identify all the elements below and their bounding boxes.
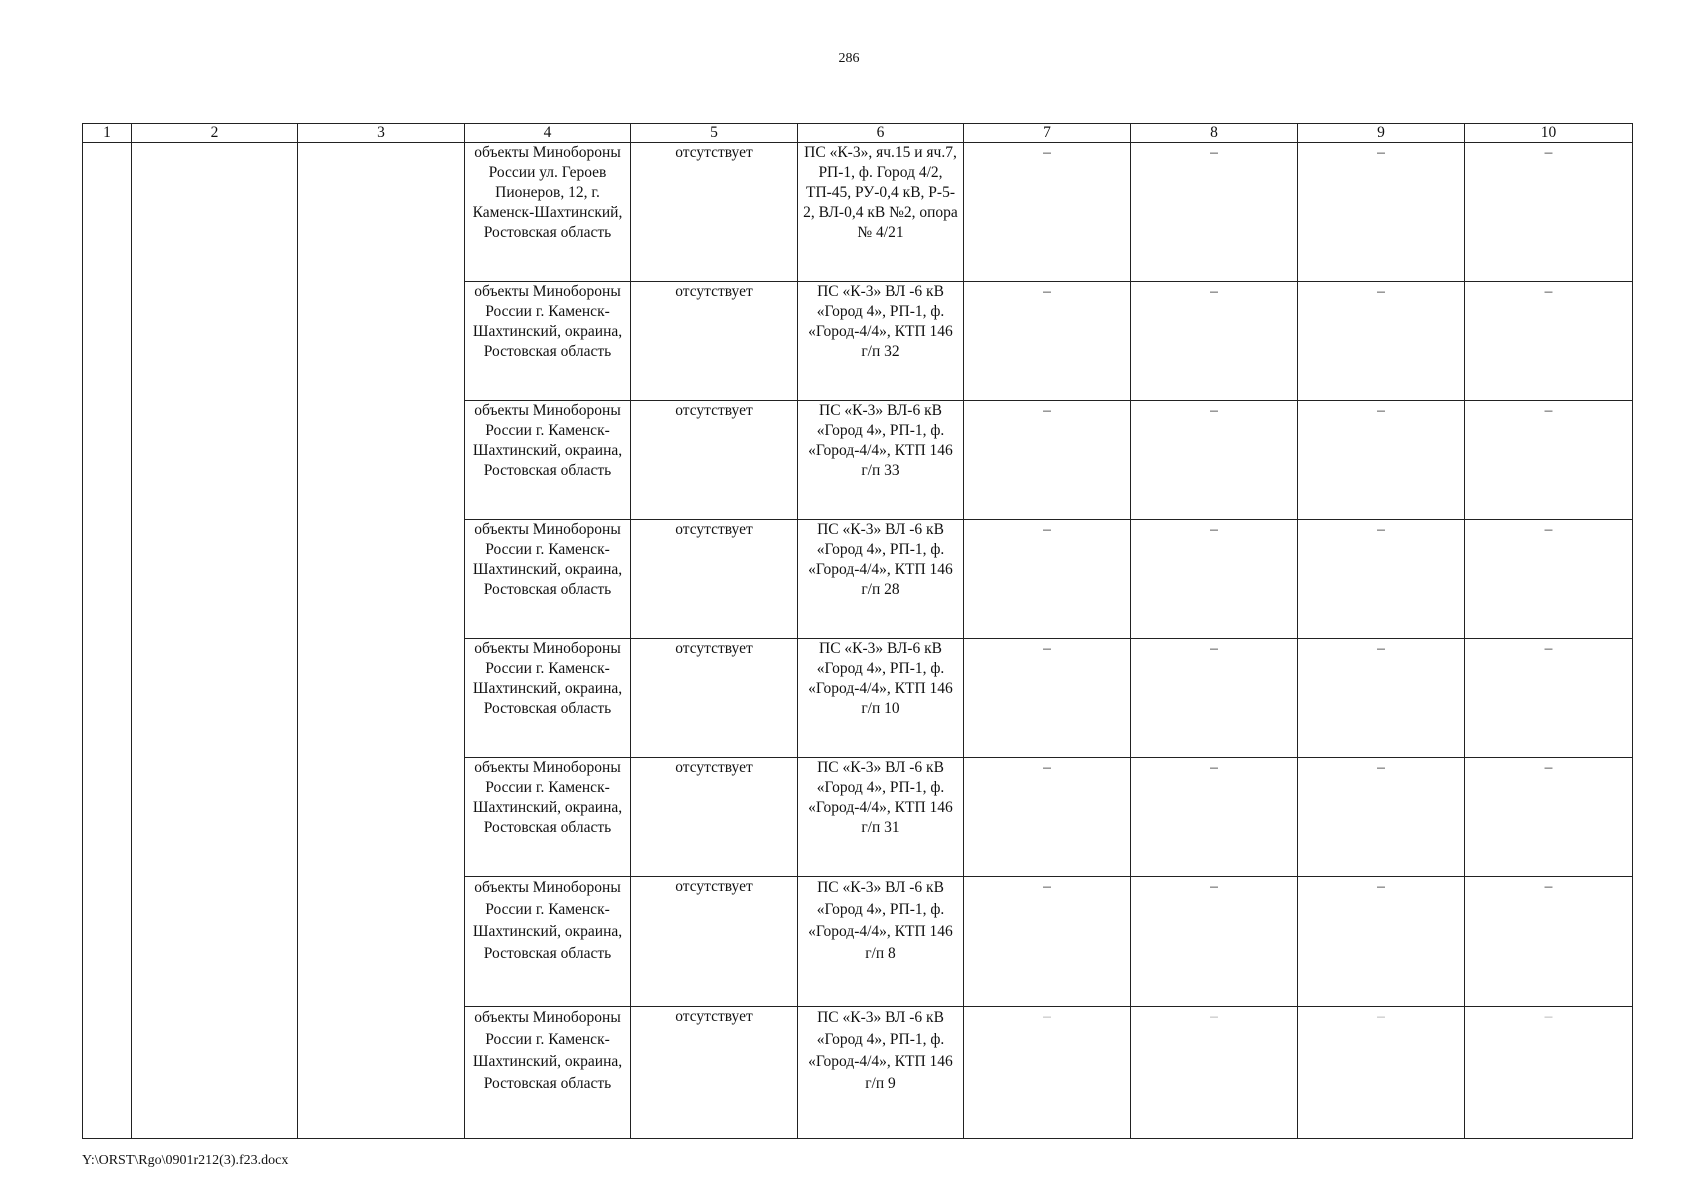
status-cell: отсутствует <box>631 639 798 758</box>
col-header-5: 5 <box>631 124 798 143</box>
page-number: 286 <box>838 51 860 66</box>
col-8-cell: – <box>1131 639 1298 758</box>
col-10-cell: – <box>1465 1007 1633 1139</box>
col-10-cell: – <box>1465 758 1633 877</box>
merged-cell-col-2 <box>132 143 298 1139</box>
object-cell: объекты Минобороны России г. Каменск-Шахтинский, окраина, Ростовская область <box>465 758 631 877</box>
col-8-cell: – <box>1131 401 1298 520</box>
status-cell: отсутствует <box>631 758 798 877</box>
object-cell: объекты Минобороны России г. Каменск-Шахтинский, окраина, Ростовская область <box>465 1007 631 1139</box>
col-header-3: 3 <box>298 124 465 143</box>
col-header-4: 4 <box>465 124 631 143</box>
col-9-cell: – <box>1298 520 1465 639</box>
col-8-cell: – <box>1131 877 1298 1007</box>
connection-cell: ПС «К-3» ВЛ -6 кВ «Город 4», РП-1, ф. «Город-4/4», КТП 146 г/п 31 <box>798 758 964 877</box>
object-cell: объекты Минобороны России г. Каменск-Шахтинский, окраина, Ростовская область <box>465 877 631 1007</box>
col-10-cell: – <box>1465 143 1633 282</box>
connection-cell: ПС «К-3» ВЛ-6 кВ «Город 4», РП-1, ф. «Город-4/4», КТП 146 г/п 33 <box>798 401 964 520</box>
col-10-cell: – <box>1465 877 1633 1007</box>
col-7-cell: – <box>964 758 1131 877</box>
col-9-cell: – <box>1298 143 1465 282</box>
col-9-cell: – <box>1298 401 1465 520</box>
object-cell: объекты Минобороны России г. Каменск-Шахтинский, окраина, Ростовская область <box>465 520 631 639</box>
col-9-cell: – <box>1298 1007 1465 1139</box>
object-cell: объекты Минобороны России г. Каменск-Шахтинский, окраина, Ростовская область <box>465 282 631 401</box>
connection-cell: ПС «К-3» ВЛ -6 кВ «Город 4», РП-1, ф. «Город-4/4», КТП 146 г/п 28 <box>798 520 964 639</box>
connection-cell: ПС «К-3» ВЛ -6 кВ «Город 4», РП-1, ф. «Город-4/4», КТП 146 г/п 8 <box>798 877 964 1007</box>
col-9-cell: – <box>1298 877 1465 1007</box>
col-7-cell: – <box>964 1007 1131 1139</box>
object-cell: объекты Минобороны России г. Каменск-Шахтинский, окраина, Ростовская область <box>465 639 631 758</box>
status-cell: отсутствует <box>631 1007 798 1139</box>
col-7-cell: – <box>964 282 1131 401</box>
col-header-10: 10 <box>1465 124 1633 143</box>
merged-cell-col-1 <box>83 143 132 1139</box>
col-7-cell: – <box>964 520 1131 639</box>
table-row <box>83 143 1633 282</box>
status-cell: отсутствует <box>631 877 798 1007</box>
col-8-cell: – <box>1131 282 1298 401</box>
col-9-cell: – <box>1298 758 1465 877</box>
col-header-6: 6 <box>798 124 964 143</box>
col-header-7: 7 <box>964 124 1131 143</box>
col-8-cell: – <box>1131 1007 1298 1139</box>
col-8-cell: – <box>1131 758 1298 877</box>
col-header-8: 8 <box>1131 124 1298 143</box>
connection-cell: ПС «К-3» ВЛ -6 кВ «Город 4», РП-1, ф. «Город-4/4», КТП 146 г/п 9 <box>798 1007 964 1139</box>
col-7-cell: – <box>964 401 1131 520</box>
col-header-1: 1 <box>83 124 132 143</box>
status-cell: отсутствует <box>631 401 798 520</box>
col-header-9: 9 <box>1298 124 1465 143</box>
col-9-cell: – <box>1298 639 1465 758</box>
object-cell: объекты Минобороны России ул. Героев Пионеров, 12, г. Каменск-Шахтинский, Ростовская область <box>465 143 631 282</box>
merged-cell-col-3 <box>298 143 465 1139</box>
header-row <box>83 124 1633 143</box>
connection-cell: ПС «К-3», яч.15 и яч.7, РП-1, ф. Город 4/2, ТП-45, РУ-0,4 кВ, Р-5-2, ВЛ-0,4 кВ №2, опора № 4/21 <box>798 143 964 282</box>
status-cell: отсутствует <box>631 282 798 401</box>
data-table <box>82 123 1633 1139</box>
col-10-cell: – <box>1465 282 1633 401</box>
status-cell: отсутствует <box>631 143 798 282</box>
col-8-cell: – <box>1131 520 1298 639</box>
col-10-cell: – <box>1465 520 1633 639</box>
col-9-cell: – <box>1298 282 1465 401</box>
col-7-cell: – <box>964 877 1131 1007</box>
footer-file-path: Y:\ORST\Rgo\0901r212(3).f23.docx <box>82 1153 289 1168</box>
col-header-2: 2 <box>132 124 298 143</box>
col-10-cell: – <box>1465 401 1633 520</box>
object-cell: объекты Минобороны России г. Каменск-Шахтинский, окраина, Ростовская область <box>465 401 631 520</box>
connection-cell: ПС «К-3» ВЛ-6 кВ «Город 4», РП-1, ф. «Город-4/4», КТП 146 г/п 10 <box>798 639 964 758</box>
col-8-cell: – <box>1131 143 1298 282</box>
col-7-cell: – <box>964 143 1131 282</box>
col-10-cell: – <box>1465 639 1633 758</box>
col-7-cell: – <box>964 639 1131 758</box>
status-cell: отсутствует <box>631 520 798 639</box>
connection-cell: ПС «К-3» ВЛ -6 кВ «Город 4», РП-1, ф. «Город-4/4», КТП 146 г/п 32 <box>798 282 964 401</box>
